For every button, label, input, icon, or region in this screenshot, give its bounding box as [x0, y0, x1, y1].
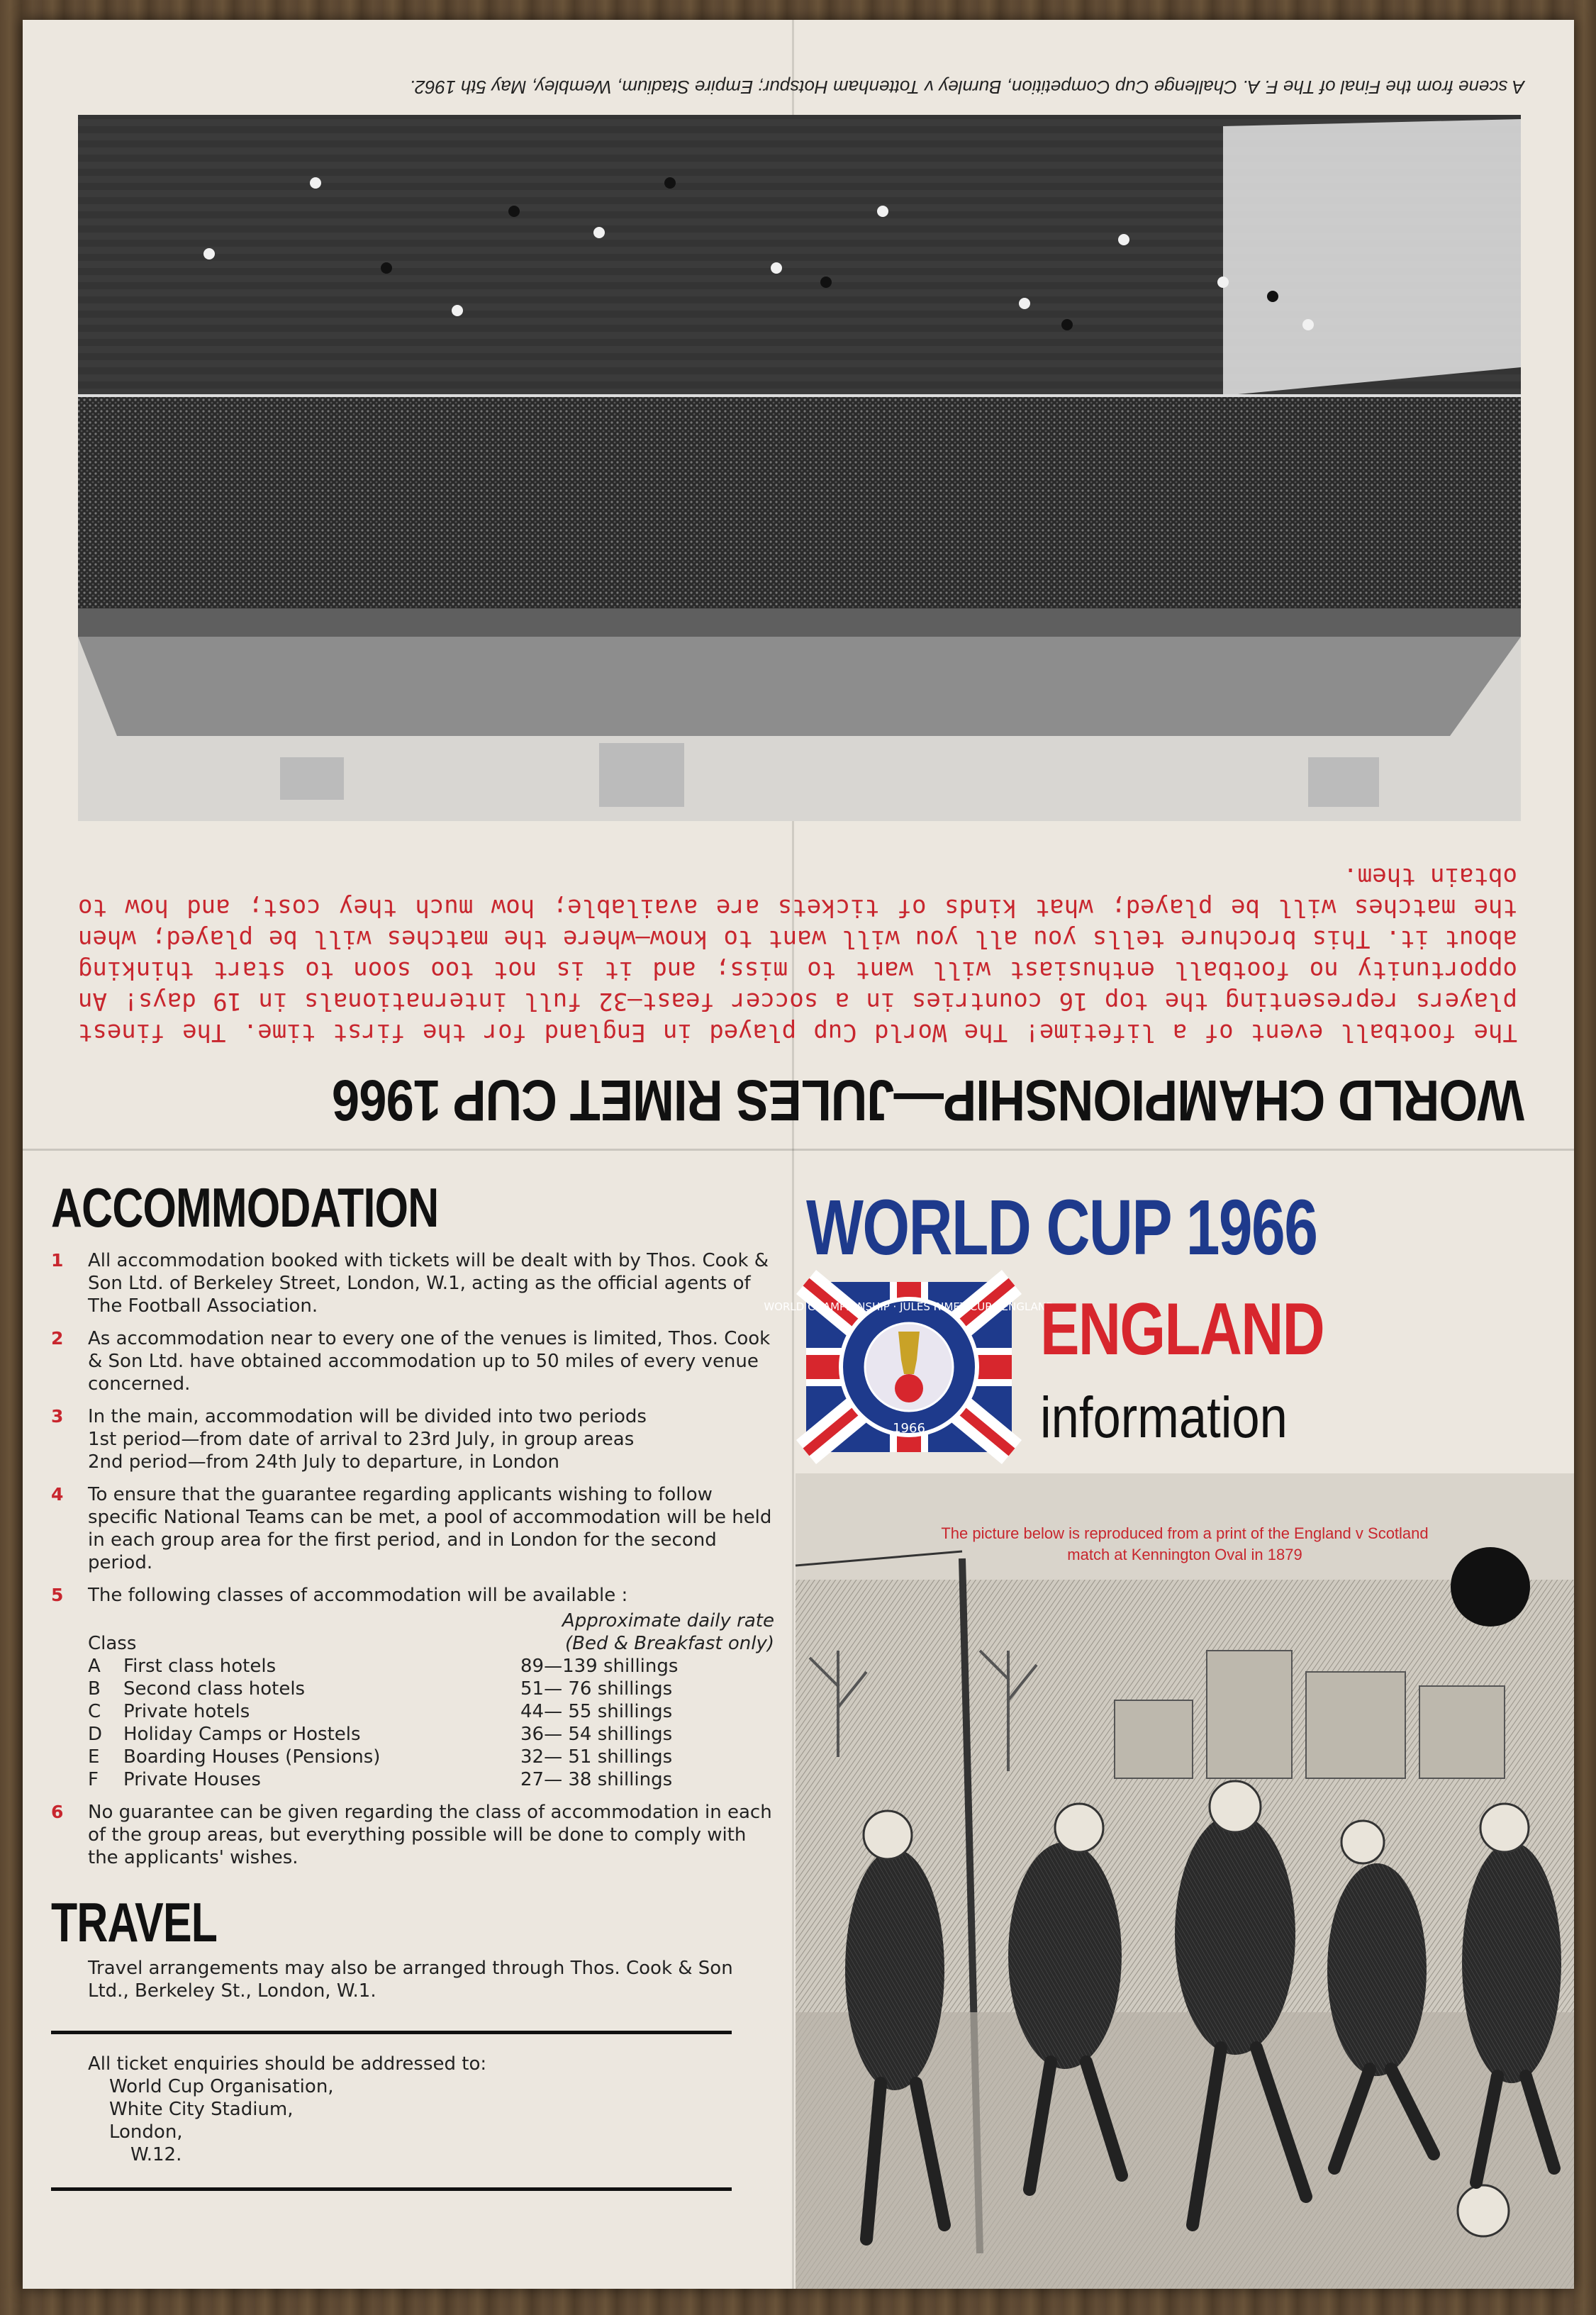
accommodation-item-3: [51, 1405, 774, 1473]
football-match-engraving-image: [796, 1473, 1574, 2289]
item-text: As accommodation near to every one of the venues is limited, Thos. Cook & Son Ltd. have obtained accommodation up to 50 miles of every venue concerned.: [88, 1328, 771, 1395]
rate-letter: E: [88, 1746, 100, 1768]
rates-header: [88, 1610, 774, 1655]
information-subtitle: information: [1040, 1385, 1288, 1450]
period-2-text: 2nd period—from 24th July to departure, in London: [88, 1451, 560, 1473]
rate-value: 32— 51 shillings: [520, 1746, 673, 1768]
enquiries-intro: All ticket enquiries should be addressed to:: [88, 2053, 487, 2075]
rate-value: 27— 38 shillings: [520, 1769, 673, 1790]
accommodation-item-5: [51, 1584, 774, 1607]
class-column-label: Class: [88, 1633, 137, 1654]
item-number: 5: [51, 1585, 64, 1605]
photo-caption: A scene from the Final of The F. A. Challenge Cup Competition, Burnley v Tottenham Hotspur; Empire Stadium, Wembley, May 5th 1962.: [409, 77, 1524, 98]
accommodation-title: ACCOMMODATION: [51, 1176, 439, 1239]
engraving-caption: [796, 1523, 1574, 1566]
accommodation-item-6: [51, 1801, 774, 1869]
brochure-sheet: [23, 20, 1574, 2289]
item-number: 3: [51, 1406, 64, 1427]
enquiries-block: [51, 2053, 774, 2166]
item-text: All accommodation booked with tickets will be dealt with by Thos. Cook & Son Ltd. of Berkeley Street, London, W.1, acting as the official agents of The Football Association.: [88, 1250, 769, 1317]
item-text: In the main, accommodation will be divided into two periods: [88, 1406, 647, 1427]
rate-row: [88, 1678, 774, 1700]
rate-letter: B: [88, 1678, 101, 1700]
badge-ring-text: WORLD CHAMPIONSHIP · JULES RIMET CUP · ENGLAND: [764, 1300, 1054, 1313]
rate-letter: A: [88, 1656, 101, 1677]
accommodation-item-1: [51, 1249, 774, 1317]
rate-class: Private Houses: [123, 1769, 261, 1790]
inverted-top-half: [23, 20, 1574, 1147]
item-text: No guarantee can be given regarding the class of accommodation in each of the group areas, but everything possible will be done to comply with the applicants' wishes.: [88, 1802, 772, 1868]
england-title: ENGLAND: [1040, 1288, 1324, 1371]
rate-class: Holiday Camps or Hostels: [123, 1724, 361, 1745]
item-number: 2: [51, 1328, 64, 1349]
accommodation-panel: [51, 1176, 774, 2209]
rate-class: First class hotels: [123, 1656, 277, 1677]
item-number: 1: [51, 1250, 64, 1271]
rate-row: [88, 1723, 774, 1746]
rate-value: 44— 55 shillings: [520, 1701, 673, 1722]
item-number: 6: [51, 1802, 64, 1822]
rate-class: Second class hotels: [123, 1678, 306, 1700]
divider-bottom: [51, 2187, 732, 2191]
engraving-caption-line2: match at Kennington Oval in 1879: [1067, 1546, 1302, 1563]
rates-table: [51, 1610, 774, 1791]
badge-year: 1966: [893, 1421, 925, 1436]
rate-row: [88, 1700, 774, 1723]
travel-text: Travel arrangements may also be arranged through Thos. Cook & Son Ltd., Berkeley St., London, W.1.: [88, 1958, 733, 2002]
union-jack-emblem-icon: [764, 1282, 1054, 1452]
address-line: W.12.: [130, 2144, 182, 2165]
item-number: 4: [51, 1484, 64, 1505]
rate-class: Boarding Houses (Pensions): [123, 1746, 381, 1768]
rate-row: [88, 1768, 774, 1791]
rate-head-line1: Approximate daily rate: [562, 1610, 774, 1631]
rate-value: 51— 76 shillings: [520, 1678, 673, 1700]
accommodation-item-2: [51, 1327, 774, 1395]
engraving-illustration: [796, 1473, 1574, 2289]
main-heading: WORLD CHAMPIONSHIP—JULES RIMET CUP 1966: [332, 1068, 1524, 1132]
rate-letter: C: [88, 1701, 101, 1722]
period-1-text: 1st period—from date of arrival to 23rd July, in group areas: [88, 1429, 635, 1450]
rate-class: Private hotels: [123, 1701, 250, 1722]
stadium-photo-image: [78, 115, 1521, 821]
rate-value: 36— 54 shillings: [520, 1724, 673, 1745]
travel-title: TRAVEL: [51, 1891, 218, 1953]
stadium-photo: [78, 115, 1521, 821]
rate-letter: F: [88, 1769, 99, 1790]
item-text: To ensure that the guarantee regarding applicants wishing to follow specific National Teams can be met, a pool of accommodation will be held in each group area for the first period, and in London for the second period.: [88, 1484, 772, 1573]
rate-head-line2: (Bed & Breakfast only): [564, 1633, 774, 1654]
rate-row: [88, 1655, 774, 1678]
rate-letter: D: [88, 1724, 103, 1745]
logo-block: [764, 1183, 1558, 1473]
item-text: The following classes of accommodation will be available :: [88, 1585, 628, 1606]
accommodation-item-4: [51, 1483, 774, 1574]
address-line: World Cup Organisation,: [109, 2076, 334, 2097]
rate-column-label: [562, 1610, 774, 1655]
horizontal-fold: [23, 1149, 1574, 1151]
world-cup-title: WORLD CUP 1966: [806, 1184, 1317, 1271]
address-line: London,: [109, 2121, 183, 2143]
rate-value: 89—139 shillings: [520, 1656, 679, 1677]
rate-row: [88, 1746, 774, 1768]
engraving-caption-line1: The picture below is reproduced from a print of the England v Scotland: [941, 1524, 1429, 1542]
divider-top: [51, 2031, 732, 2034]
intro-paragraph: The football event of a lifetime! The World Cup played in England for the first time. The finest players representing the top 16 countries in a soccer feast—32 full internationals in 19 days! An opportunity no football enthusiast will want to miss; and it is not too soon to start thinking about it. This brochure tells you all you will want to know—where the matches will be played; when the matches will be played; what kinds of tickets are available; how much they cost; and how to obtain them.: [78, 862, 1517, 1047]
address-line: White City Stadium,: [109, 2099, 294, 2120]
